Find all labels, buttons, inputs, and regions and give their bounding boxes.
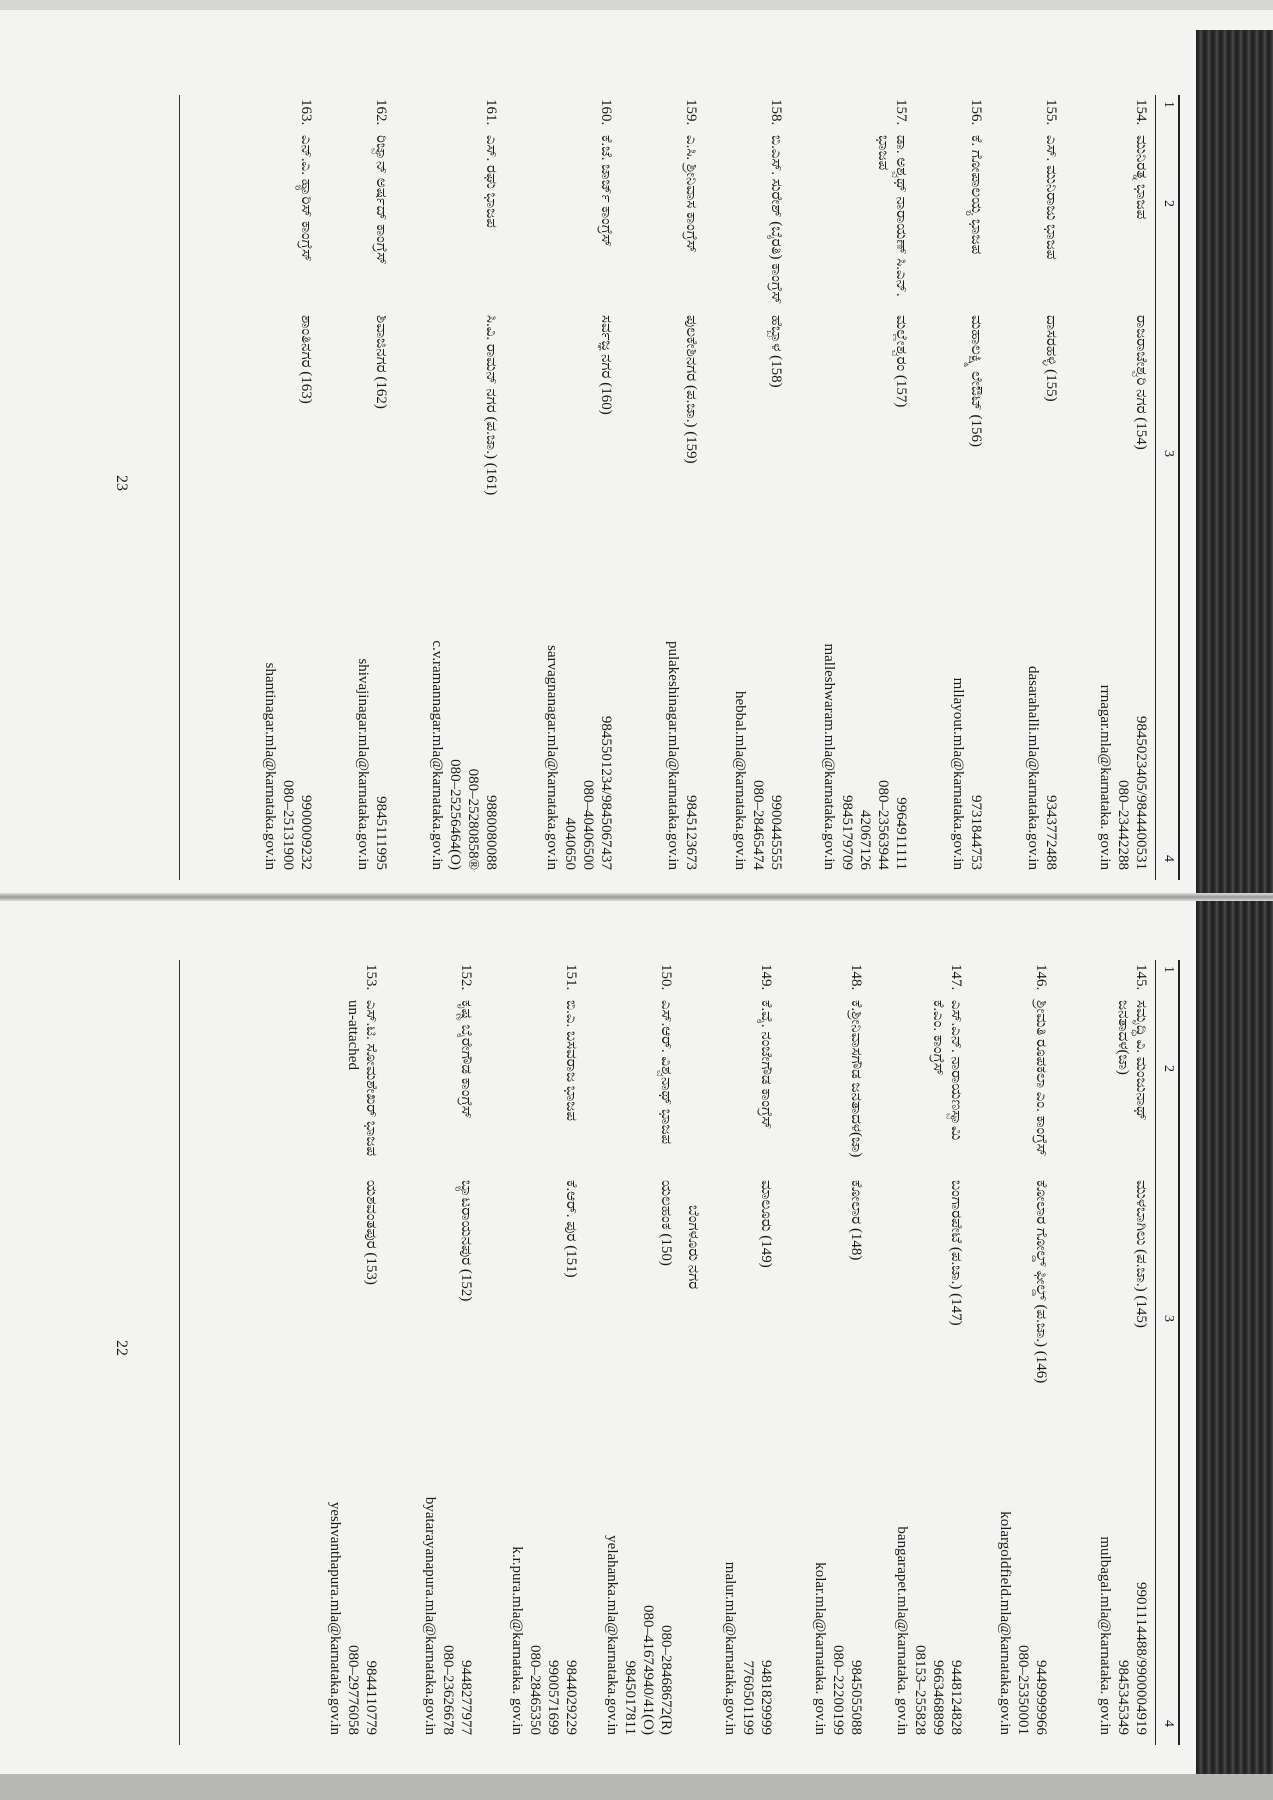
email-address: k.r.pura.mla@karnataka. gov.in bbox=[509, 1546, 525, 1735]
phone-number: 9844029229 bbox=[563, 1660, 579, 1735]
contact-details bbox=[1024, 590, 1060, 870]
member-name-party: ಎಸ್.ಆರ್. ವಿಶ್ವನಾಥ್ ಭಾಜಪ bbox=[658, 1000, 674, 1145]
phone-number: 9481829999 bbox=[758, 1660, 774, 1735]
header-col-2: 2 bbox=[1161, 200, 1176, 207]
contact-details bbox=[508, 1455, 580, 1735]
phone-number: 9343772488 bbox=[1043, 795, 1059, 870]
scan-edge-bottom bbox=[0, 1774, 1273, 1800]
phone-number: 080–23626678 bbox=[440, 1645, 456, 1735]
contact-details bbox=[811, 1455, 865, 1735]
phone-number: 9449999966 bbox=[1033, 1660, 1049, 1735]
member-name-party: ಕೆ.ವೈ. ನಂಜೇಗೌಡ ಕಾಂಗ್ರೆಸ್ bbox=[758, 1000, 774, 1130]
contact-details bbox=[326, 1455, 380, 1735]
serial-number: 146. bbox=[1033, 964, 1049, 991]
phone-number: 080–41674940/41(O) bbox=[640, 1605, 656, 1735]
contact-details bbox=[820, 590, 910, 870]
member-name-party: ಬಿ.ಎಸ್. ಸುರೇಶ್ (ಬೈರತಿ) ಕಾಂಗ್ರೆಸ್ bbox=[768, 135, 784, 305]
email-address: sarvagnanagar.mla@karnataka.gov.in bbox=[544, 645, 560, 870]
constituency: ಸರ್ವಜ್ಞ ನಗರ (160) bbox=[598, 315, 614, 415]
contact-details bbox=[721, 1455, 775, 1735]
phone-number: 080–40406500 bbox=[580, 780, 596, 870]
serial-number: 147. bbox=[948, 964, 964, 991]
email-address: pulakeshinagar.mla@karnataka.gov.in bbox=[665, 640, 681, 870]
constituency: ಕೆ.ಆರ್. ಪುರ (151) bbox=[563, 1180, 579, 1278]
phone-number: 4040650 bbox=[562, 817, 578, 870]
page-23-content bbox=[90, 95, 1180, 880]
page-number: 22 bbox=[113, 1340, 130, 1356]
email-address: shivajinagar.mla@karnataka.gov.in bbox=[355, 658, 371, 870]
contact-details bbox=[603, 1455, 675, 1735]
serial-number: 161. bbox=[483, 99, 499, 126]
phone-number: 9663468899 bbox=[930, 1660, 946, 1735]
contact-details bbox=[1096, 590, 1150, 870]
email-address: yeshvanthapura.mla@karnataka.gov.in bbox=[327, 1501, 343, 1735]
phone-number: 080–28468672(R) bbox=[658, 1625, 674, 1735]
phone-number: 080–23563944 bbox=[875, 780, 891, 870]
phone-number: 9844110779 bbox=[363, 1660, 379, 1735]
header-col-3: 3 bbox=[1161, 450, 1176, 457]
member-name-party: ಕೃಷ್ಣ ಬೈರೇಗೌಡ ಕಾಂಗ್ರೆಸ್ bbox=[458, 1000, 474, 1119]
email-address: c.v.ramannagar.mla@karnataka.gov.in bbox=[429, 640, 445, 870]
constituency: ಸಿ.ವಿ. ರಾಮನ್ ನಗರ (ಪ.ಜಾ.) (161) bbox=[483, 315, 499, 496]
member-name-party: ಎ.ಸಿ. ಶ್ರೀನಿವಾಸ ಕಾಂಗ್ರೆಸ್ bbox=[683, 135, 699, 253]
phone-number: 080–28465474 bbox=[750, 780, 766, 870]
constituency: ಕೋಲಾರ ಗೋಲ್ಡ್ ಫೀಲ್ಡ್ (ಪ.ಜಾ.) (146) bbox=[1033, 1180, 1049, 1384]
bottom-rule bbox=[179, 960, 180, 1745]
member-name-party: ಶ್ರೀಮತಿ ರೂಪಕಲಾ ಎಂ. ಕಾಂಗ್ರೆಸ್ bbox=[1033, 1000, 1049, 1157]
serial-number: 155. bbox=[1043, 99, 1059, 126]
member-name-party: ಕೆ.ಶ್ರೀನಿವಾಸಗೌಡ ಜನತಾದಳ(ಜಾ) bbox=[848, 1000, 864, 1158]
header-col-4: 4 bbox=[1161, 1720, 1176, 1727]
serial-number: 159. bbox=[683, 99, 699, 126]
constituency: ರಾಜರಾಜೇಶ್ವರಿ ನಗರ (154) bbox=[1133, 315, 1149, 450]
contact-details bbox=[261, 590, 315, 870]
constituency: ಬ್ಯಾಟರಾಯನಪುರ (152) bbox=[458, 1180, 474, 1302]
header-col-1: 1 bbox=[1161, 966, 1176, 973]
constituency: ಪುಲಕೇಶಿನಗರ (ಪ.ಜಾ.) (159) bbox=[683, 315, 699, 464]
header-col-4: 4 bbox=[1161, 855, 1176, 862]
constituency: ಯಶವಂತಪುರ (153) bbox=[363, 1180, 379, 1285]
phone-number: 080–28465350 bbox=[527, 1645, 543, 1735]
table-header bbox=[1155, 960, 1180, 1745]
phone-number: 9845345349 bbox=[1115, 1660, 1131, 1735]
phone-number: 9731844753 bbox=[968, 795, 984, 870]
table-header bbox=[1155, 95, 1180, 880]
member-name-party: ಬಿ.ಎ. ಬಸವರಾಜ ಭಾಜಪ bbox=[563, 1000, 579, 1122]
header-col-2: 2 bbox=[1161, 1065, 1176, 1072]
constituency: ದಾಸರಹಳ್ಳಿ (155) bbox=[1043, 315, 1059, 402]
phone-number: 7760501199 bbox=[740, 1660, 756, 1735]
serial-number: 160. bbox=[598, 99, 614, 126]
email-address: yelahanka.mla@karnataka.gov.in bbox=[604, 1535, 620, 1735]
email-address: mllayout.mla@karnataka.gov.in bbox=[950, 677, 966, 870]
member-name-party: ರಿಜ್ವಾನ್ ಅರ್ಷದ್ ಕಾಂಗ್ರೆಸ್ bbox=[373, 135, 389, 265]
constituency: ಹೆಬ್ಬಾಳ (158) bbox=[768, 315, 784, 388]
page-23 bbox=[90, 95, 1180, 880]
phone-number: 9845111995 bbox=[373, 796, 389, 870]
serial-number: 152. bbox=[458, 964, 474, 991]
constituency: ಕೋಲಾರ (148) bbox=[848, 1180, 864, 1261]
page-22-content bbox=[90, 960, 1180, 1745]
phone-number: 9845123673 bbox=[683, 795, 699, 870]
serial-number: 145. bbox=[1133, 964, 1149, 991]
phone-number: 080–22200199 bbox=[830, 1645, 846, 1735]
contact-details bbox=[421, 1455, 475, 1735]
phone-number: 9901114488/9900004919 bbox=[1133, 1581, 1149, 1735]
phone-number: 9964911111 bbox=[893, 797, 909, 870]
header-col-3: 3 bbox=[1161, 1315, 1176, 1322]
serial-number: 149. bbox=[758, 964, 774, 991]
contact-details bbox=[428, 590, 500, 870]
phone-number: 080–25280858® bbox=[465, 768, 481, 870]
section-subhead: ಬೆಂಗಳೂರು ನಗರ bbox=[685, 1205, 701, 1290]
phone-number: 9448277977 bbox=[458, 1660, 474, 1735]
contact-details bbox=[893, 1455, 965, 1735]
phone-number: 9845017811 bbox=[622, 1660, 638, 1735]
email-address: shantinagar.mla@karnataka.gov.in bbox=[262, 662, 278, 870]
serial-number: 156. bbox=[968, 99, 984, 126]
constituency: ಮಹಾಲಕ್ಷ್ಮಿ ಲೇಔಟ್ (156) bbox=[968, 315, 984, 447]
email-address: hebbal.mla@karnataka.gov.in bbox=[732, 690, 748, 870]
phone-number: 080–29776058 bbox=[345, 1645, 361, 1735]
serial-number: 154. bbox=[1133, 99, 1149, 126]
email-address: kolargoldfield.mla@karnataka.gov.in bbox=[997, 1511, 1013, 1735]
serial-number: 148. bbox=[848, 964, 864, 991]
phone-number: 080–25256464(O) bbox=[447, 759, 463, 870]
email-address: malur.mla@karnataka.gov.in bbox=[722, 1561, 738, 1735]
phone-number: 9900445555 bbox=[768, 795, 784, 870]
book-binding bbox=[1196, 30, 1273, 1790]
member-name-party: ಮುನಿರತ್ನ ಭಾಜಪ bbox=[1133, 135, 1149, 220]
phone-number: 9900009232 bbox=[298, 795, 314, 870]
phone-number: 9880080088 bbox=[483, 795, 499, 870]
contact-details bbox=[996, 1455, 1050, 1735]
phone-number: 08153–255828 bbox=[912, 1645, 928, 1735]
constituency: ಬಂಗಾರಪೇಟೆ (ಪ.ಜಾ.) (147) bbox=[948, 1180, 964, 1326]
phone-number: 080–23442288 bbox=[1115, 780, 1131, 870]
serial-number: 158. bbox=[768, 99, 784, 126]
page-22 bbox=[90, 960, 1180, 1745]
member-name-party: ಎನ್.ಎ. ಹ್ಯಾರಿಸ್ ಕಾಂಗ್ರೆಸ್ bbox=[298, 135, 314, 262]
member-name-party: ಎಸ್.ಟಿ. ಸೋಮಶೇಖರ್ ಭಾಜಪ un-attached bbox=[345, 1000, 379, 1157]
member-name-party: ಸಮೃದ್ಧಿ ವಿ. ಮಂಜುನಾಥ್ ಜನತಾದಳ(ಜಾ) bbox=[1115, 1000, 1149, 1121]
email-address: malleshwaram.mla@karnataka.gov.in bbox=[821, 643, 837, 870]
contact-details bbox=[543, 590, 615, 870]
constituency: ಮುಳಬಾಗಿಲು (ಪ.ಜಾ.) (145) bbox=[1133, 1180, 1149, 1328]
email-address: bangarapet.mla@karnataka. gov.in bbox=[894, 1526, 910, 1735]
contact-details bbox=[949, 590, 985, 870]
phone-number: 080–25131900 bbox=[280, 780, 296, 870]
contact-details bbox=[1096, 1455, 1150, 1735]
serial-number: 150. bbox=[658, 964, 674, 991]
email-address: dasarahalli.mla@karnataka.gov.in bbox=[1025, 665, 1041, 870]
header-col-1: 1 bbox=[1161, 101, 1176, 108]
phone-number: 9448124828 bbox=[948, 1660, 964, 1735]
constituency: ಶಾಂತಿನಗರ (163) bbox=[298, 315, 314, 404]
contact-details bbox=[731, 590, 785, 870]
serial-number: 157. bbox=[893, 99, 909, 126]
member-name-party: ಡಾ. ಅಶ್ವಥ್ ನಾರಾಯಣ್ ಸಿ.ಎನ್. ಭಾಜಪ bbox=[875, 135, 909, 297]
email-address: mulbagal.mla@karnataka. gov.in bbox=[1097, 1536, 1113, 1735]
constituency: ಶಿವಾಜಿನಗರ (162) bbox=[373, 315, 389, 409]
phone-number: 9845023405/9844400531 bbox=[1133, 715, 1149, 870]
page-number: 23 bbox=[113, 475, 130, 491]
phone-number: 9845501234/9845067437 bbox=[598, 715, 614, 870]
contact-details bbox=[664, 590, 700, 870]
phone-number: 9900571699 bbox=[545, 1660, 561, 1735]
phone-number: 9845179709 bbox=[839, 795, 855, 870]
member-name-party: ಕೆ.ಜೆ. ಜಾರ್ಜ್ ಕಾಂಗ್ರೆಸ್ bbox=[598, 135, 614, 247]
phone-number: 080–25350001 bbox=[1015, 1645, 1031, 1735]
member-name-party: ಎಸ್. ರಘು ಭಾಜಪ bbox=[483, 135, 499, 228]
contact-details bbox=[354, 590, 390, 870]
email-address: kolar.mla@karnataka. gov.in bbox=[812, 1562, 828, 1735]
member-name-party: ಎಸ್. ಮುನಿರಾಜು ಭಾಜಪ bbox=[1043, 135, 1059, 260]
constituency: ಯಲಹಂಕ (150) bbox=[658, 1180, 674, 1266]
bottom-rule bbox=[179, 95, 180, 880]
page-gutter bbox=[0, 893, 1273, 901]
serial-number: 151. bbox=[563, 964, 579, 991]
member-name-party: ಕೆ. ಗೋಪಾಲಯ್ಯ ಭಾಜಪ bbox=[968, 135, 984, 255]
serial-number: 163. bbox=[298, 99, 314, 126]
phone-number: 9845055088 bbox=[848, 1660, 864, 1735]
email-address: byatarayanapura.mla@karnataka.gov.in bbox=[422, 1496, 438, 1735]
scan-edge-top bbox=[0, 0, 1273, 10]
member-name-party: ಎಸ್.ಎನ್. ನಾರಾಯಣಸ್ವಾಮಿ ಕೆ.ಎಂ. ಕಾಂಗ್ರೆಸ್ bbox=[930, 1000, 964, 1141]
phone-number: 42067126 bbox=[857, 810, 873, 870]
serial-number: 162. bbox=[373, 99, 389, 126]
constituency: ಮಲ್ಲೇಶ್ವರಂ (157) bbox=[893, 315, 909, 408]
email-address: rrnagar.mla@karnataka. gov.in bbox=[1097, 684, 1113, 870]
serial-number: 153. bbox=[363, 964, 379, 991]
constituency: ಮಾಲೂರು (149) bbox=[758, 1180, 774, 1268]
